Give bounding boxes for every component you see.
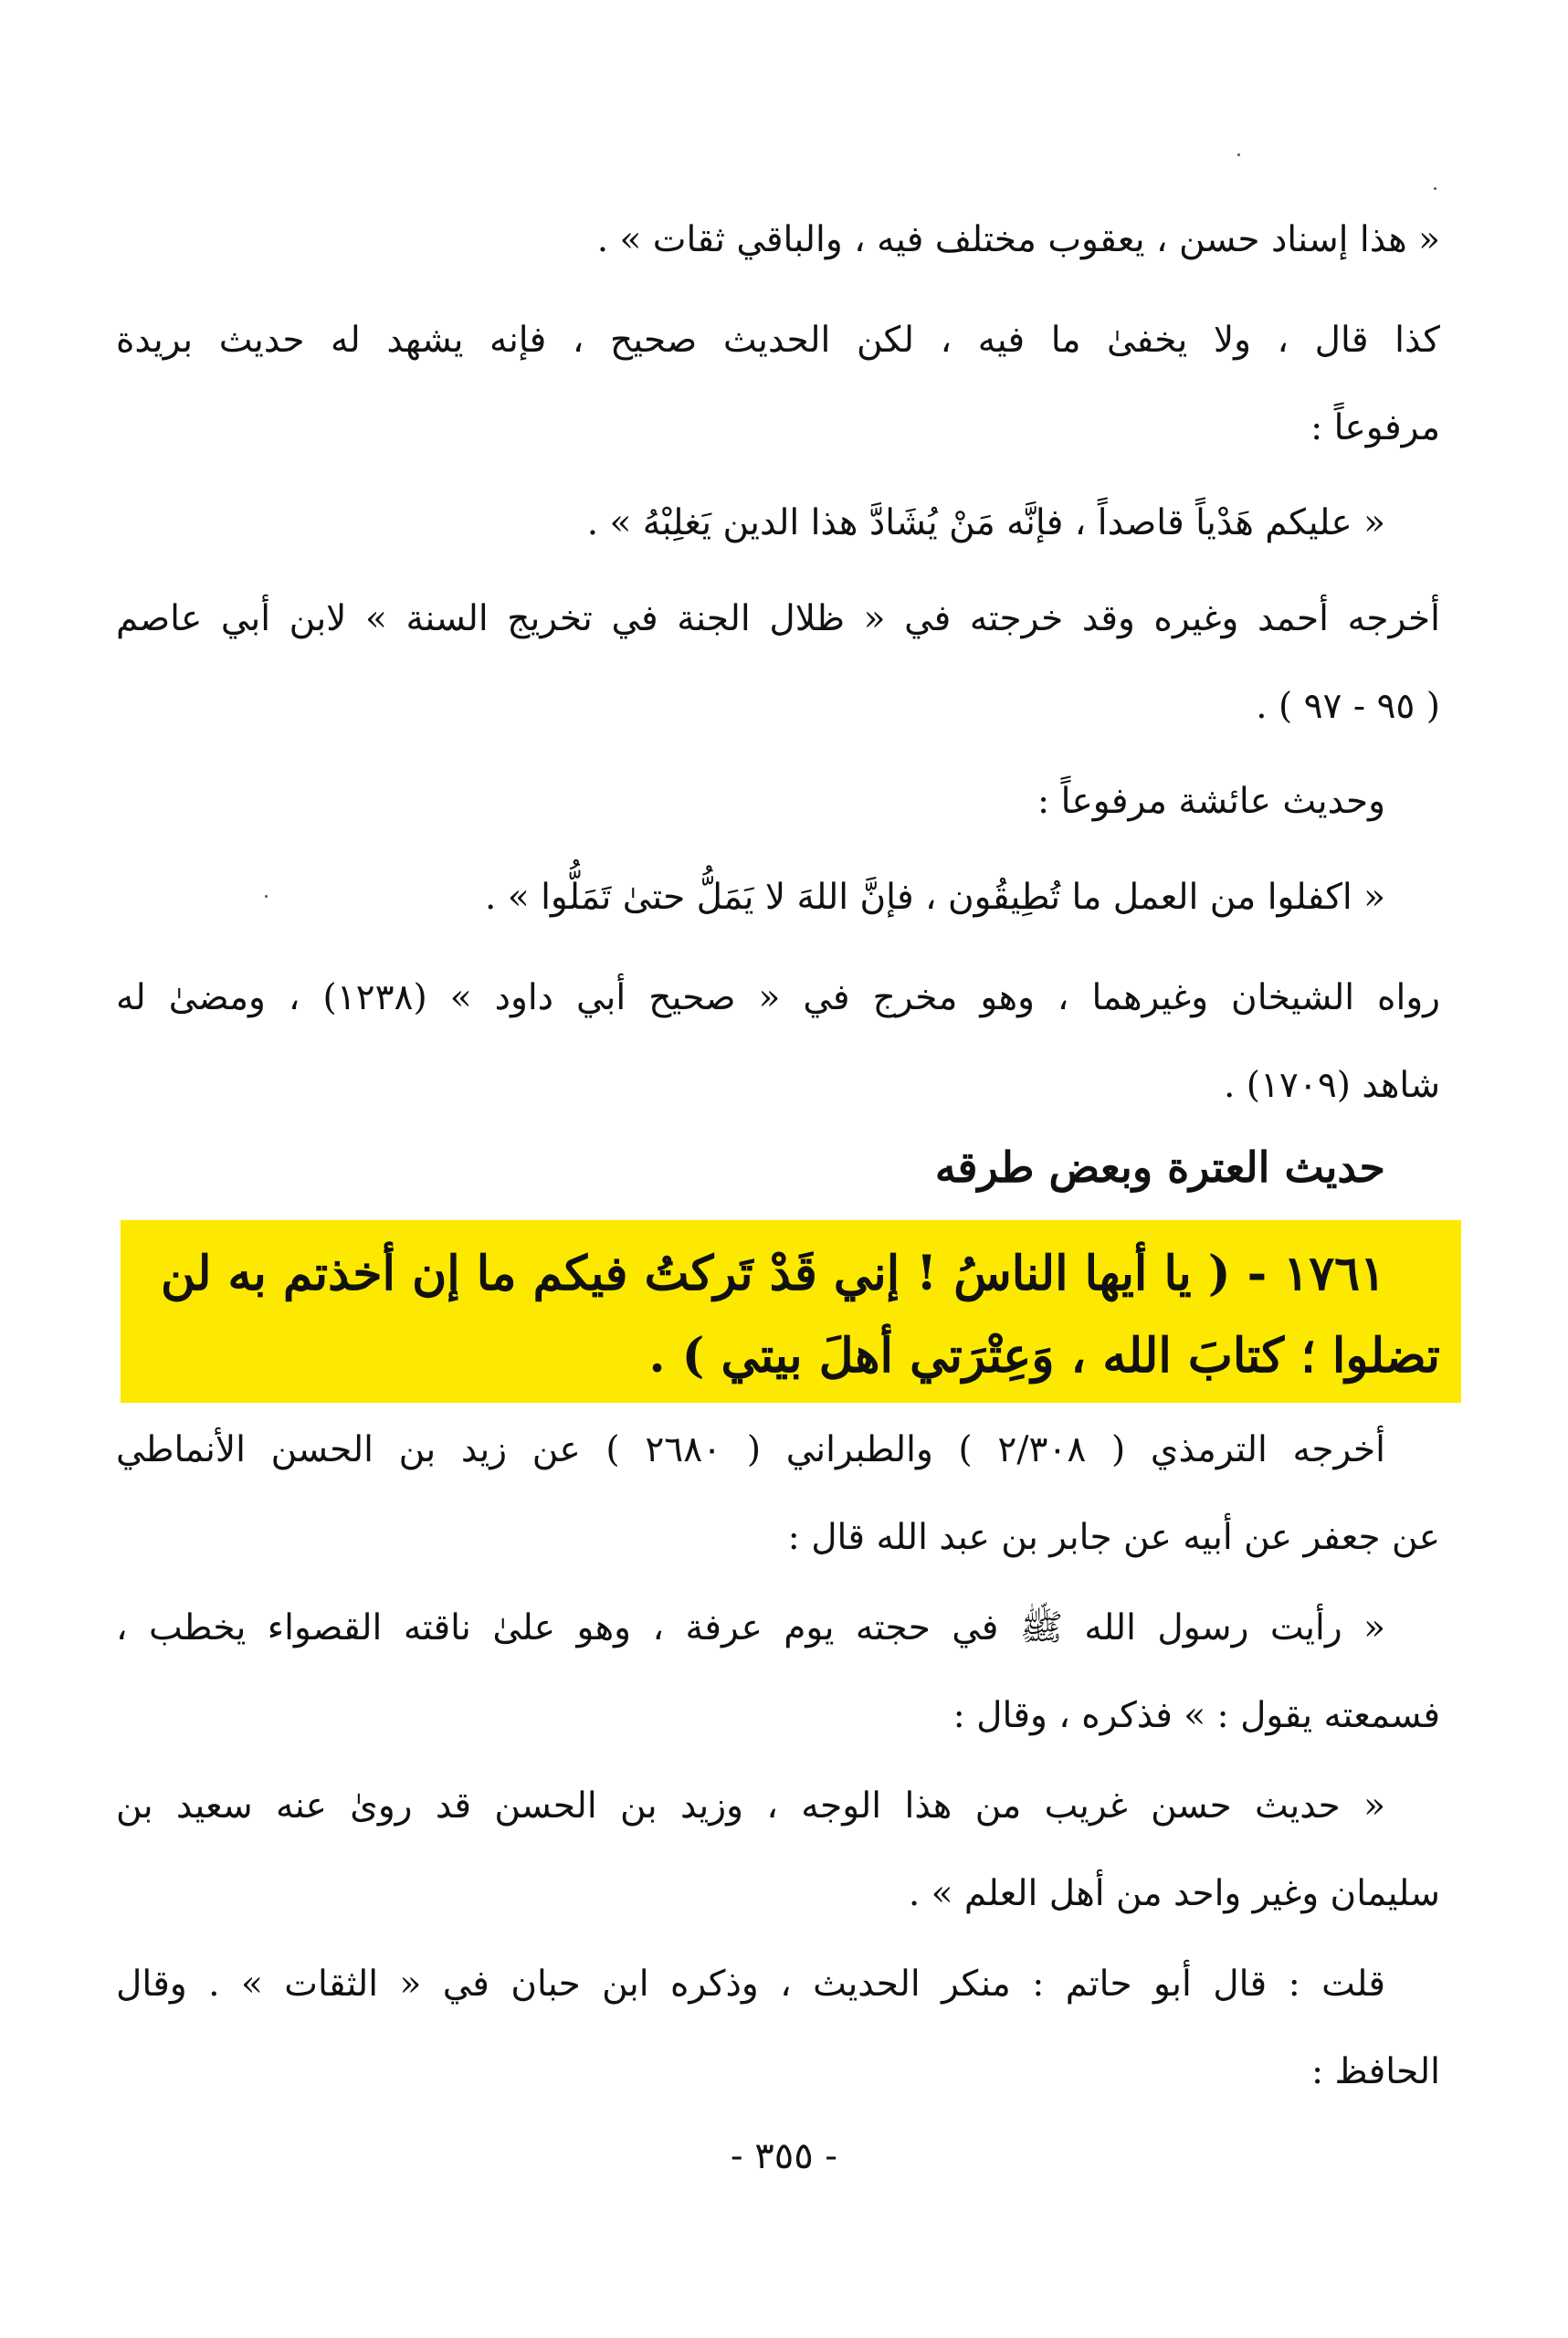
quote-buraydah (116, 479, 1440, 567)
text-line: أخرجه الترمذي ( ٢/٣٠٨ ) والطبراني ( ٢٦٨٠ ) عن زيد بن الحسن الأنماطي (116, 1429, 1386, 1470)
paragraph-abu-hatim (116, 1941, 1440, 2116)
page-number: - ٣٥٥ - (731, 2135, 837, 2177)
paragraph-aisha (116, 758, 1440, 846)
text-line: الحافظ : (1311, 2051, 1440, 2092)
text-line: رواه الشيخان وغيرهما ، وهو مخرج في « صحيح أبي داود » (١٢٣٨) ، ومضىٰ له (116, 977, 1440, 1018)
hadith-line: تضلوا ؛ كتابَ الله ، وَعِتْرَتي أهلَ بيتي ) . (648, 1328, 1440, 1384)
text-line: وحديث عائشة مرفوعاً : (1037, 781, 1385, 822)
text-line: عن جعفر عن أبيه عن جابر بن عبد الله قال : (787, 1517, 1440, 1558)
paragraph-tirmidhi (116, 1406, 1440, 1582)
quote-jabir (116, 1585, 1440, 1760)
text-line: « عليكم هَدْياً قاصداً ، فإنَّه مَنْ يُشَادَّ هذا الدين يَغلِبْهُ » . (586, 502, 1385, 543)
hadith-text (116, 1233, 1440, 1397)
text-line: فسمعته يقول : » فذكره ، وقال : (952, 1695, 1440, 1736)
text-line: « حديث حسن غريب من هذا الوجه ، وزيد بن الحسن قد روىٰ عنه سعيد بن (116, 1785, 1385, 1827)
text-line: شاهد (١٧٠٩) . (1223, 1065, 1440, 1106)
scan-speck (1434, 187, 1436, 190)
text-line: « رأيت رسول الله ﷺ في حجته يوم عرفة ، وهو علىٰ ناقته القصواء يخطب ، (116, 1607, 1385, 1648)
text-line: « هذا إسناد حسن ، يعقوب مختلف فيه ، والباقي ثقات » . (596, 219, 1440, 260)
paragraph-shaykhan (116, 954, 1440, 1130)
scan-speck (265, 895, 268, 898)
text-line: سليمان وغير واحد من أهل العلم » . (908, 1873, 1440, 1914)
text-line: كذا قال ، ولا يخفىٰ ما فيه ، لكن الحديث صحيح ، فإنه يشهد له حديث بريدة (116, 320, 1440, 361)
section-heading: حديث العترة وبعض طرقه (934, 1143, 1385, 1192)
text-line: « اكفلوا من العمل ما تُطِيقُون ، فإنَّ اللهَ لا يَمَلُّ حتىٰ تَمَلُّوا » . (485, 877, 1385, 918)
paragraph-comment (116, 297, 1440, 472)
scan-speck (1237, 153, 1240, 156)
paragraph-takhrij (116, 575, 1440, 751)
quote-aisha (116, 854, 1440, 942)
text-line: ( ٩٥ - ٩٧ ) . (1256, 686, 1440, 727)
text-line: قلت : قال أبو حاتم : منكر الحديث ، وذكره ابن حبان في « الثقات » . وقال (116, 1964, 1385, 2005)
quote-isnad (116, 196, 1440, 284)
quote-tirmidhi-grading (116, 1763, 1440, 1938)
hadith-line: ١٧٦١ - ( يا أيها الناسُ ! إني قَدْ تَركتُ فيكم ما إن أخذتم به لن (161, 1246, 1385, 1301)
text-line: مرفوعاً : (1310, 407, 1440, 448)
text-line: أخرجه أحمد وغيره وقد خرجته في « ظلال الجنة في تخريج السنة » لابن أبي عاصم (116, 598, 1440, 639)
